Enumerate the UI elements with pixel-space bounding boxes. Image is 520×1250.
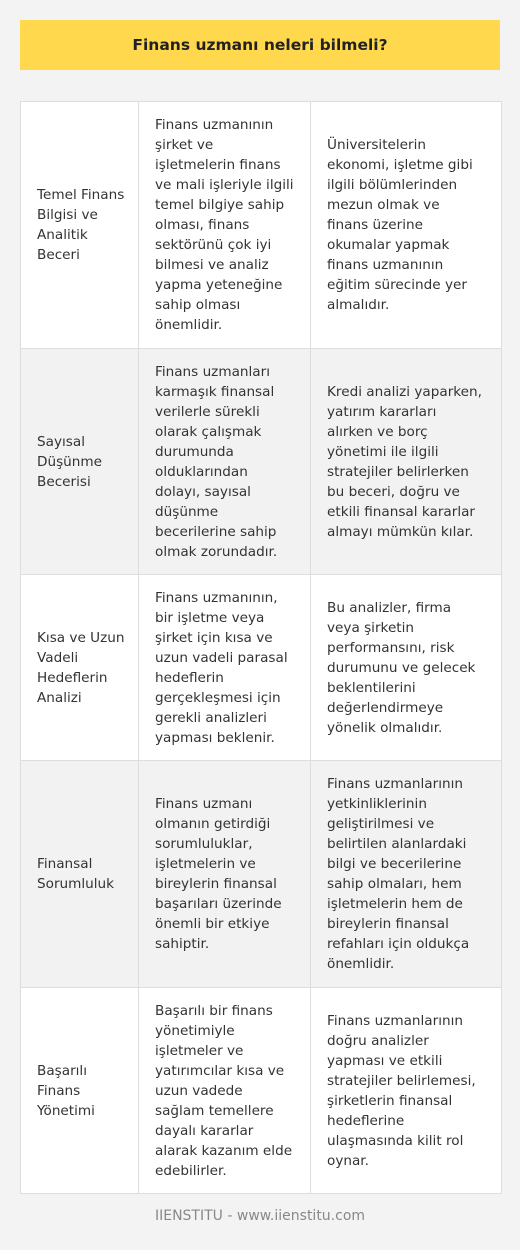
description-cell: Finans uzmanının şirket ve işletmelerin finans ve mali işleriyle ilgili temel bilgiye sahip olması, finans sektörünü çok iyi bilmesi ve analiz yapma yeteneğine sahip olması önemlidir.: [139, 102, 311, 348]
description-cell: Finans uzmanı olmanın getirdiği sorumluluklar, işletmelerin ve bireylerin finansal başarıları üzerinde önemli bir etkiye sahiptir.: [139, 761, 311, 987]
detail-cell: Kredi analizi yaparken, yatırım kararları alırken ve borç yönetimi ile ilgili stratejiler belirlerken bu beceri, doğru ve etkili finansal kararlar almayı mümkün kılar.: [327, 383, 482, 540]
description-cell: Başarılı bir finans yönetimiyle işletmeler ve yatırımcılar kısa ve uzun vadede sağlam temellere dayalı kararlar alarak kazanım elde edebilirler.: [139, 988, 311, 1193]
detail-cell: Finans uzmanlarının yetkinliklerinin geliştirilmesi ve belirtilen alanlardaki bilgi ve becerilerine sahip olmaları, hem işletmelerin hem de bireylerin finansal refahları için oldukça önemlidir.: [327, 776, 470, 972]
topic-cell: Sayısal Düşünme Becerisi: [21, 349, 139, 574]
page-title: Finans uzmanı neleri bilmeli?: [132, 36, 388, 54]
detail-cell: Bu analizler, firma veya şirketin performansını, risk durumunu ve gelecek beklentilerini değerlendirmeye yönelik olmalıdır.: [327, 599, 476, 736]
table-row: [21, 574, 501, 760]
table-row: [21, 348, 501, 574]
description-cell: Finans uzmanının, bir işletme veya şirket için kısa ve uzun vadeli parasal hedeflerin gerçekleşmesi için gerekli analizleri yapması beklenir.: [139, 575, 311, 760]
topic-cell: Başarılı Finans Yönetimi: [21, 988, 139, 1193]
description-cell: Finans uzmanları karmaşık finansal verilerle sürekli olarak çalışmak durumunda olduklarından dolayı, sayısal düşünme becerilerine sahip olmak zorundadır.: [139, 349, 311, 574]
footer-credit: IIENSTITU - www.iienstitu.com: [154, 1208, 366, 1224]
info-table: [20, 101, 502, 1194]
table-row: [21, 760, 501, 987]
topic-cell: Kısa ve Uzun Vadeli Hedeflerin Analizi: [21, 575, 139, 760]
table-row: [21, 987, 501, 1193]
table-row: [21, 102, 501, 348]
detail-cell: Üniversitelerin ekonomi, işletme gibi ilgili bölümlerinden mezun olmak ve finans üzerine okumalar yapmak finans uzmanının eğitim sürecinde yer almalıdır.: [327, 137, 473, 313]
topic-cell: Temel Finans Bilgisi ve Analitik Beceri: [21, 102, 139, 348]
detail-cell: Finans uzmanlarının doğru analizler yapması ve etkili stratejiler belirlemesi, şirketlerin finansal hedeflerine ulaşmasında kilit rol oynar.: [327, 1012, 476, 1169]
topic-cell: Finansal Sorumluluk: [21, 761, 139, 987]
title-banner: [20, 20, 500, 70]
